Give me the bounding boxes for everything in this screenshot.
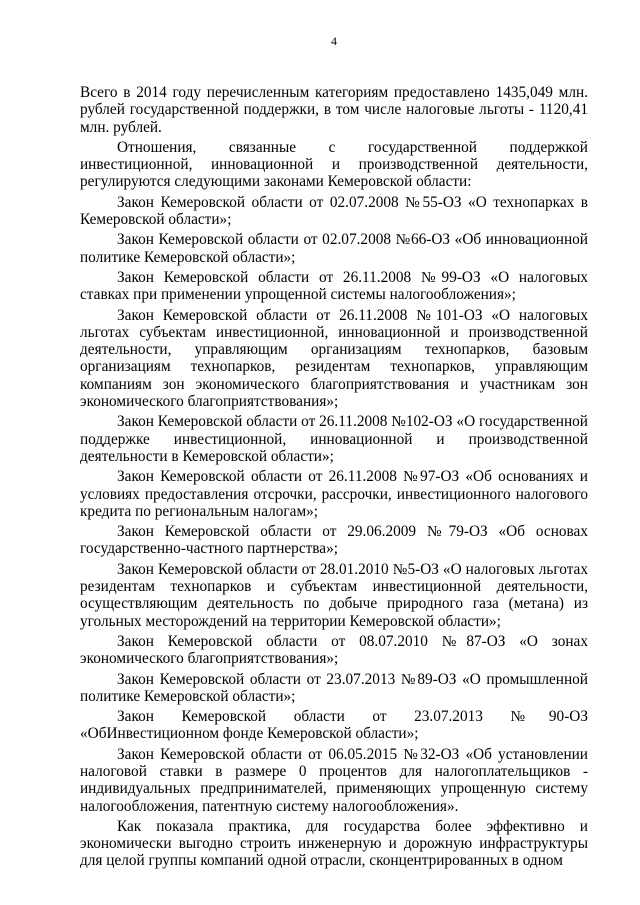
paragraph-law-89: Закон Кемеровской области от 23.07.2013 №89-ОЗ «О промышленной политике Кемеровской области»; [80,670,588,705]
paragraph-practice: Как показала практика, для государства более эффективно и экономически выгодно строить инженерную и дорожную инфраструктуры для целой группы компаний одной отрасли, сконцентрированных в одном [80,817,588,870]
paragraph-law-87: Закон Кемеровской области от 08.07.2010 №87-ОЗ «О зонах экономического благоприятствования»; [80,632,588,668]
paragraph-law-97: Закон Кемеровской области от 26.11.2008 №97-ОЗ «Об основаниях и условиях предоставления отсрочки, рассрочки, инвестиционного налогового кредита по региональным налогам»; [80,468,588,520]
paragraph-law-32: Закон Кемеровской области от 06.05.2015 №32-ОЗ «Об установлении налоговой ставки в размере 0 процентов для налогоплательщиков - индивидуальных предпринимателей, применяющих упрощенную систему налогообложения, патентную систему налогообложения». [80,745,588,815]
paragraph-law-79: Закон Кемеровской области от 29.06.2009 №79-ОЗ «Об основах государственно-частного партнерства»; [80,523,588,558]
document-body [80,84,588,870]
paragraph-summary: Всего в 2014 году перечисленным категориям предоставлено 1435,049 млн. рублей государственной поддержки, в том числе налоговые льготы - 1120,41 млн. рублей. [80,84,588,136]
paragraph-intro: Отношения, связанные с государственной поддержкой инвестиционной, инновационной и производственной деятельности, регулируются следующими законами Кемеровской области: [80,138,588,191]
paragraph-law-101: Закон Кемеровской области от 26.11.2008 №101-ОЗ «О налоговых льготах субъектам инвестиционной, инновационной и производственной деятельности, управляющим организациям технопарков, базовым организациям технопарков, резидентам технопарков, управляющим компаниям зон экономического благоприятствования и участникам зон экономического благоприятствования»; [80,306,588,411]
paragraph-law-55: Закон Кемеровской области от 02.07.2008 №55-ОЗ «О технопарках в Кемеровской области»; [80,193,588,229]
paragraph-law-5: Закон Кемеровской области от 28.01.2010 №5-ОЗ «О налоговых льготах резидентам технопарков и субъектам инвестиционной деятельности, осуществляющим деятельность по добыче природного газа (метана) из угольных месторождений на территории Кемеровской области»; [80,560,588,630]
paragraph-law-90: Закон Кемеровской области от 23.07.2013 №90-ОЗ «ОбИнвестиционном фонде Кемеровской области»; [80,708,588,743]
page-number: 4 [331,34,337,48]
paragraph-law-99: Закон Кемеровской области от 26.11.2008 №99-ОЗ «О налоговых ставках при применении упрощенной системы налогообложения»; [80,268,588,304]
paragraph-law-102: Закон Кемеровской области от 26.11.2008 №102-ОЗ «О государственной поддержке инвестиционной, инновационной и производственной деятельности в Кемеровской области»; [80,413,588,465]
paragraph-law-66: Закон Кемеровской области от 02.07.2008 №66-ОЗ «Об инновационной политике Кемеровской области»; [80,231,588,266]
